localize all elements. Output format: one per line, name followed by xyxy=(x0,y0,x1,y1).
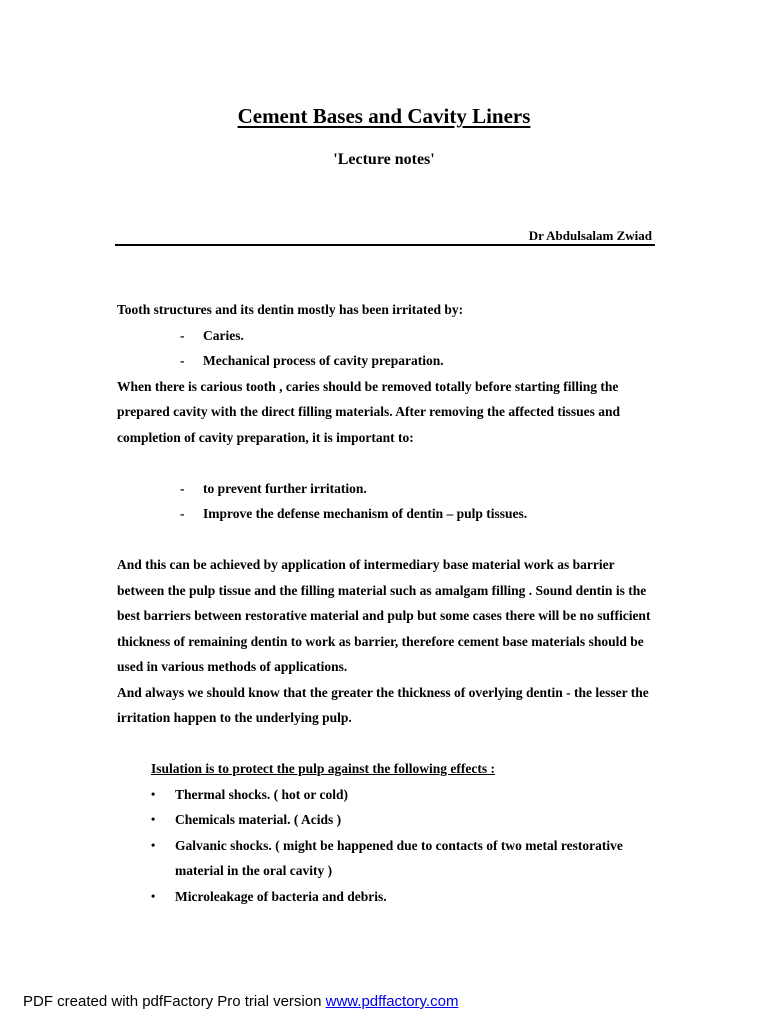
bullet-marker: • xyxy=(151,786,156,801)
bullet-marker: • xyxy=(151,812,156,826)
bullet-marker: • xyxy=(151,888,156,903)
pdffactory-link[interactable]: www.pdffactory.com xyxy=(325,993,459,1010)
dash-marker: - xyxy=(180,327,185,343)
author-name: Dr Abdulsalam Zwiad xyxy=(528,228,652,243)
dash-marker: - xyxy=(180,480,185,496)
list-item: • Thermal shocks. ( hot or cold) xyxy=(117,782,662,808)
bullet-marker: • xyxy=(151,837,156,852)
document-body xyxy=(117,297,662,909)
list-item: • Microleakage of bacteria and debris. xyxy=(117,884,662,910)
section-heading: Isulation is to protect the pulp against the following effects : xyxy=(151,761,495,776)
paragraph: And always we should know that the greater the thickness of overlying dentin - the lesser the irritation happen to the underlying pulp. xyxy=(117,684,649,725)
list-item: • Chemicals material. ( Acids ) xyxy=(117,807,662,833)
header-divider xyxy=(115,244,655,246)
dash-marker: - xyxy=(180,353,185,368)
document-title: Cement Bases and Cavity Liners xyxy=(237,104,531,128)
pdf-footer xyxy=(23,993,458,1010)
list-item: - Improve the defense mechanism of dentin – pulp tissues. xyxy=(117,501,662,527)
list-item: • Galvanic shocks. ( might be happened due to contacts of two metal restorative material in the oral cavity ) xyxy=(117,833,662,884)
paragraph: When there is carious tooth , caries should be removed totally before starting filling the prepared cavity with the direct filling materials. After removing the affected tissues and completion of cavity preparation, it is important to: xyxy=(117,378,621,445)
intro-text: Tooth structures and its dentin mostly has been irritated by: xyxy=(117,302,464,317)
effects-list xyxy=(117,782,662,910)
paragraph: And this can be achieved by application of intermediary base material work as barrier between the pulp tissue and the filling material such as amalgam filling . Sound dentin is the best barriers between restorative material and pulp but some cases there will be no sufficient thickness of remaining dentin to work as barrier, therefore cement base materials should be used in various methods of applications. xyxy=(117,557,651,674)
document-subtitle: 'Lecture notes' xyxy=(333,151,435,168)
dash-marker: - xyxy=(180,506,185,521)
list-item: - Caries. xyxy=(117,323,662,349)
irritants-list xyxy=(117,323,662,374)
goals-list xyxy=(117,476,662,527)
list-item: - Mechanical process of cavity preparation. xyxy=(117,348,662,374)
list-item: - to prevent further irritation. xyxy=(117,476,662,502)
footer-text: PDF created with pdfFactory Pro trial version xyxy=(23,993,326,1010)
